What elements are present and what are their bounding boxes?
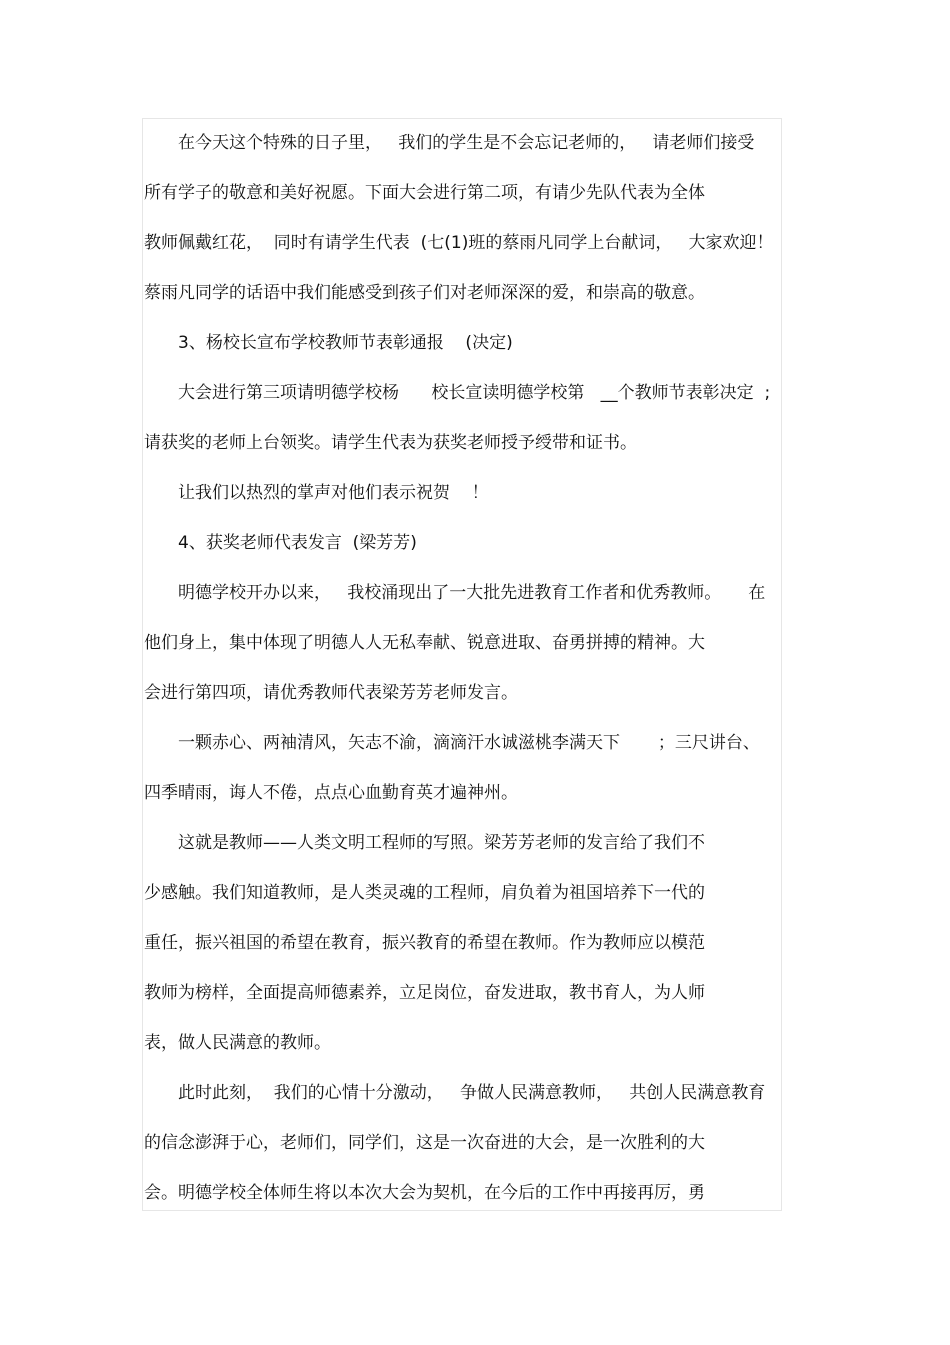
paragraph-line: 会进行第四项，请优秀教师代表梁芳芳老师发言。: [144, 683, 518, 703]
paragraph-line: 让我们以热烈的掌声对他们表示祝贺 ！: [178, 483, 489, 503]
paragraph-line: 少感触。我们知道教师，是人类灵魂的工程师，肩负着为祖国培养下一代的: [144, 883, 705, 903]
paragraph-line: 教师为榜样，全面提高师德素养，立足岗位，奋发进取，教书育人，为人师: [144, 983, 705, 1003]
section-heading: 4、获奖老师代表发言 (梁芳芳): [178, 533, 417, 553]
paragraph-line: 在今天这个特殊的日子里， 我们的学生是不会忘记老师的， 请老师们接受: [178, 133, 755, 153]
paragraph-line: 重任，振兴祖国的希望在教育，振兴教育的希望在教师。作为教师应以模范: [144, 933, 705, 953]
paragraph-line: 的信念澎湃于心，老师们，同学们，这是一次奋进的大会，是一次胜利的大: [144, 1133, 705, 1153]
paragraph-line: 会。明德学校全体师生将以本次大会为契机，在今后的工作中再接再厉，勇: [144, 1183, 705, 1203]
paragraph-line: 所有学子的敬意和美好祝愿。下面大会进行第二项，有请少先队代表为全体: [144, 183, 705, 203]
paragraph-line: 表，做人民满意的教师。: [144, 1033, 331, 1053]
section-heading: 3、杨校长宣布学校教师节表彰通报 (决定): [178, 333, 513, 353]
paragraph-line: 此时此刻， 我们的心情十分激动， 争做人民满意教师， 共创人民满意教育: [178, 1083, 766, 1103]
paragraph-line: 四季晴雨，诲人不倦，点点心血勤育英才遍神州。: [144, 783, 518, 803]
paragraph-line: 一颗赤心、两袖清风，矢志不渝，滴滴汗水诚滋桃李满天下 ；三尺讲台、: [178, 733, 760, 753]
paragraph-line: 请获奖的老师上台领奖。请学生代表为获奖老师授予绶带和证书。: [144, 433, 637, 453]
paragraph-line: 教师佩戴红花， 同时有请学生代表 (七(1)班的蔡雨凡同学上台献词， 大家欢迎！: [144, 233, 774, 253]
paragraph-line: 这就是教师——人类文明工程师的写照。梁芳芳老师的发言给了我们不: [178, 833, 705, 853]
paragraph-line: 蔡雨凡同学的话语中我们能感受到孩子们对老师深深的爱，和崇高的敬意。: [144, 283, 705, 303]
paragraph-line: 明德学校开办以来， 我校涌现出了一大批先进教育工作者和优秀教师。 在: [178, 583, 766, 603]
paragraph-line: 他们身上，集中体现了明德人人无私奉献、锐意进取、奋勇拼搏的精神。大: [144, 633, 705, 653]
paragraph-line: 大会进行第三项请明德学校杨 校长宣读明德学校第 __个教师节表彰决定 ;: [178, 383, 771, 403]
